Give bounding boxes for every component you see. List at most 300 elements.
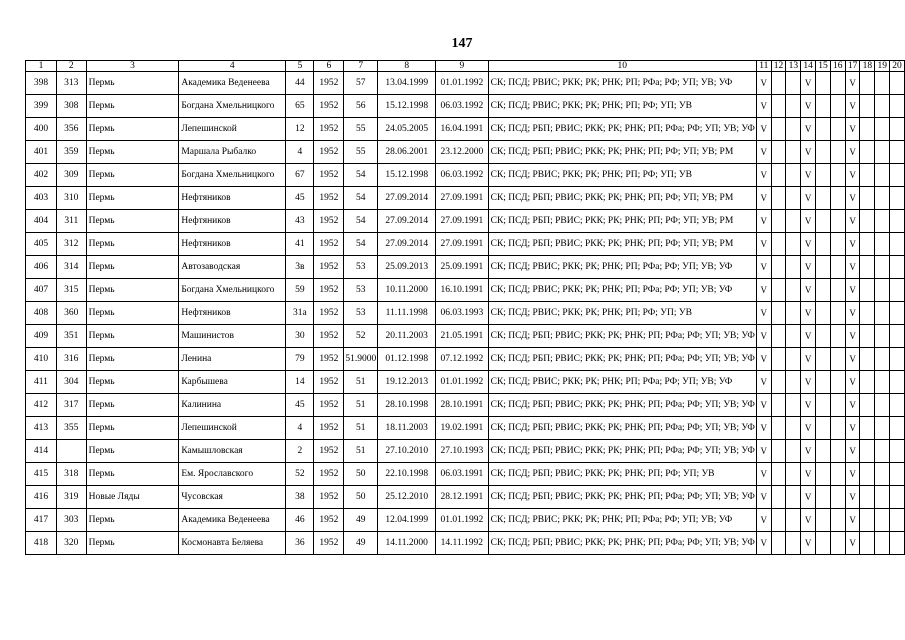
cell-house-number: 67: [286, 164, 314, 187]
cell-col-13: [786, 532, 801, 555]
cell-col-18: [860, 417, 875, 440]
cell-year: 1952: [314, 95, 344, 118]
cell-col-13: [786, 72, 801, 95]
cell-col-12: [771, 72, 786, 95]
cell-col-15: [816, 486, 831, 509]
cell-col-20: [890, 394, 905, 417]
cell-value: 56: [344, 95, 378, 118]
cell-col-12: [771, 532, 786, 555]
cell-house-number: 12: [286, 118, 314, 141]
cell-col-13: [786, 187, 801, 210]
cell-col-20: [890, 187, 905, 210]
cell-col-17: V: [845, 371, 860, 394]
cell-col-18: [860, 532, 875, 555]
cell-col-17: V: [845, 509, 860, 532]
cell-col-16: [830, 141, 845, 164]
cell-col-13: [786, 463, 801, 486]
cell-col-15: [816, 233, 831, 256]
cell-street: Калинина: [179, 394, 286, 417]
column-header-6: 6: [314, 61, 344, 72]
cell-col-12: [771, 348, 786, 371]
table-body: [26, 72, 905, 555]
table-row: [26, 417, 905, 440]
cell-col-19: [875, 417, 890, 440]
cell-col-17: V: [845, 486, 860, 509]
cell-id-number: 313: [56, 72, 86, 95]
cell-year: 1952: [314, 302, 344, 325]
cell-col-14: V: [801, 164, 816, 187]
cell-col-13: [786, 95, 801, 118]
cell-col-16: [830, 325, 845, 348]
cell-col-13: [786, 302, 801, 325]
cell-value: 53: [344, 279, 378, 302]
cell-house-number: 36: [286, 532, 314, 555]
cell-codes: СК; ПСД; РБП; РВИС; РКК; РК; РНК; РП; РФа; РФ; УП; УВ; УФ: [488, 118, 756, 141]
column-header-20: 20: [890, 61, 905, 72]
table-row: [26, 486, 905, 509]
cell-col-19: [875, 440, 890, 463]
cell-row-number: 414: [26, 440, 57, 463]
cell-date-2: 01.01.1992: [436, 72, 489, 95]
cell-codes: СК; ПСД; РБП; РВИС; РКК; РК; РНК; РП; РФа; РФ; УП; УВ; УФ: [488, 417, 756, 440]
cell-col-17: V: [845, 164, 860, 187]
cell-date-1: 28.10.1998: [378, 394, 436, 417]
cell-col-15: [816, 394, 831, 417]
cell-codes: СК; ПСД; РБП; РВИС; РКК; РК; РНК; РП; РФ; УП; УВ: [488, 463, 756, 486]
cell-value: 51: [344, 417, 378, 440]
cell-col-16: [830, 279, 845, 302]
cell-col-13: [786, 210, 801, 233]
cell-col-11: V: [756, 509, 771, 532]
cell-codes: СК; ПСД; РБП; РВИС; РКК; РК; РНК; РП; РФ; УП; УВ; РМ: [488, 233, 756, 256]
cell-col-11: V: [756, 187, 771, 210]
column-header-9: 9: [436, 61, 489, 72]
cell-value: 51: [344, 440, 378, 463]
cell-col-20: [890, 256, 905, 279]
cell-street: Маршала Рыбалко: [179, 141, 286, 164]
cell-col-15: [816, 348, 831, 371]
cell-col-14: V: [801, 440, 816, 463]
cell-col-17: V: [845, 348, 860, 371]
cell-city: Новые Ляды: [86, 486, 179, 509]
cell-col-12: [771, 118, 786, 141]
cell-col-19: [875, 279, 890, 302]
cell-col-15: [816, 141, 831, 164]
cell-col-13: [786, 348, 801, 371]
cell-row-number: 406: [26, 256, 57, 279]
cell-house-number: 4: [286, 417, 314, 440]
cell-year: 1952: [314, 394, 344, 417]
cell-street: Карбышева: [179, 371, 286, 394]
cell-col-13: [786, 233, 801, 256]
cell-id-number: 356: [56, 118, 86, 141]
cell-value: 53: [344, 302, 378, 325]
cell-street: Нефтяников: [179, 233, 286, 256]
cell-col-14: V: [801, 371, 816, 394]
cell-house-number: 45: [286, 187, 314, 210]
cell-col-19: [875, 325, 890, 348]
cell-value: 57: [344, 72, 378, 95]
cell-city: Пермь: [86, 210, 179, 233]
cell-city: Пермь: [86, 371, 179, 394]
cell-date-2: 06.03.1992: [436, 164, 489, 187]
cell-id-number: 355: [56, 417, 86, 440]
cell-col-18: [860, 256, 875, 279]
page-number: 147: [451, 36, 473, 51]
cell-col-18: [860, 302, 875, 325]
table-row: [26, 302, 905, 325]
cell-col-12: [771, 210, 786, 233]
cell-year: 1952: [314, 463, 344, 486]
cell-year: 1952: [314, 118, 344, 141]
cell-col-19: [875, 463, 890, 486]
cell-city: Пермь: [86, 95, 179, 118]
cell-col-12: [771, 95, 786, 118]
cell-date-2: 16.04.1991: [436, 118, 489, 141]
cell-col-19: [875, 164, 890, 187]
cell-col-13: [786, 325, 801, 348]
cell-col-16: [830, 164, 845, 187]
cell-col-12: [771, 417, 786, 440]
cell-city: Пермь: [86, 141, 179, 164]
cell-col-17: V: [845, 279, 860, 302]
cell-year: 1952: [314, 371, 344, 394]
cell-col-14: V: [801, 279, 816, 302]
cell-col-16: [830, 302, 845, 325]
cell-col-18: [860, 141, 875, 164]
cell-col-20: [890, 532, 905, 555]
cell-codes: СК; ПСД; РБП; РВИС; РКК; РК; РНК; РП; РФа; РФ; УП; УВ; УФ: [488, 348, 756, 371]
cell-street: Нефтяников: [179, 302, 286, 325]
cell-value: 50: [344, 486, 378, 509]
cell-value: 49: [344, 509, 378, 532]
cell-date-1: 28.06.2001: [378, 141, 436, 164]
cell-col-11: V: [756, 72, 771, 95]
cell-row-number: 417: [26, 509, 57, 532]
cell-date-1: 18.11.2003: [378, 417, 436, 440]
cell-col-17: V: [845, 233, 860, 256]
column-header-19: 19: [875, 61, 890, 72]
table-row: [26, 325, 905, 348]
cell-col-16: [830, 509, 845, 532]
table-row: [26, 509, 905, 532]
cell-house-number: 46: [286, 509, 314, 532]
column-header-1: 1: [26, 61, 57, 72]
table-row: [26, 72, 905, 95]
cell-col-13: [786, 371, 801, 394]
cell-col-17: V: [845, 118, 860, 141]
cell-date-1: 25.12.2010: [378, 486, 436, 509]
cell-date-1: 24.05.2005: [378, 118, 436, 141]
cell-date-1: 19.12.2013: [378, 371, 436, 394]
cell-id-number: 311: [56, 210, 86, 233]
cell-col-15: [816, 118, 831, 141]
cell-col-13: [786, 486, 801, 509]
cell-codes: СК; ПСД; РБП; РВИС; РКК; РК; РНК; РП; РФа; РФ; УП; УВ; УФ: [488, 325, 756, 348]
cell-col-20: [890, 95, 905, 118]
cell-col-18: [860, 164, 875, 187]
cell-date-1: 15.12.1998: [378, 95, 436, 118]
cell-codes: СК; ПСД; РВИС; РКК; РК; РНК; РП; РФ; УП; УВ: [488, 164, 756, 187]
cell-date-1: 11.11.1998: [378, 302, 436, 325]
cell-col-11: V: [756, 371, 771, 394]
cell-city: Пермь: [86, 348, 179, 371]
cell-row-number: 418: [26, 532, 57, 555]
cell-col-19: [875, 72, 890, 95]
table-row: [26, 463, 905, 486]
cell-id-number: 319: [56, 486, 86, 509]
cell-street: Академика Веденеева: [179, 509, 286, 532]
cell-date-1: 10.11.2000: [378, 279, 436, 302]
cell-col-17: V: [845, 440, 860, 463]
cell-col-11: V: [756, 394, 771, 417]
column-header-17: 17: [845, 61, 860, 72]
cell-col-14: V: [801, 187, 816, 210]
cell-year: 1952: [314, 187, 344, 210]
cell-row-number: 413: [26, 417, 57, 440]
cell-col-14: V: [801, 95, 816, 118]
cell-col-19: [875, 256, 890, 279]
cell-id-number: 351: [56, 325, 86, 348]
cell-house-number: 52: [286, 463, 314, 486]
cell-date-2: 27.09.1991: [436, 187, 489, 210]
cell-col-12: [771, 509, 786, 532]
cell-house-number: 31а: [286, 302, 314, 325]
cell-col-15: [816, 187, 831, 210]
cell-city: Пермь: [86, 417, 179, 440]
table-row: [26, 164, 905, 187]
cell-col-17: V: [845, 256, 860, 279]
column-header-7: 7: [344, 61, 378, 72]
cell-col-18: [860, 463, 875, 486]
cell-date-2: 27.09.1991: [436, 210, 489, 233]
column-header-4: 4: [179, 61, 286, 72]
cell-id-number: [56, 440, 86, 463]
cell-date-1: 01.12.1998: [378, 348, 436, 371]
cell-col-16: [830, 486, 845, 509]
cell-id-number: 308: [56, 95, 86, 118]
cell-col-12: [771, 486, 786, 509]
cell-codes: СК; ПСД; РВИС; РКК; РК; РНК; РП; РФа; РФ; УП; УВ; УФ: [488, 371, 756, 394]
cell-street: Космонавта Беляева: [179, 532, 286, 555]
cell-col-11: V: [756, 463, 771, 486]
cell-col-20: [890, 233, 905, 256]
cell-year: 1952: [314, 486, 344, 509]
cell-row-number: 403: [26, 187, 57, 210]
cell-value: 51: [344, 394, 378, 417]
cell-col-20: [890, 417, 905, 440]
cell-col-20: [890, 302, 905, 325]
cell-col-14: V: [801, 463, 816, 486]
cell-col-16: [830, 394, 845, 417]
cell-row-number: 411: [26, 371, 57, 394]
cell-row-number: 410: [26, 348, 57, 371]
cell-year: 1952: [314, 440, 344, 463]
cell-col-17: V: [845, 72, 860, 95]
cell-col-11: V: [756, 532, 771, 555]
cell-street: Ем. Ярославского: [179, 463, 286, 486]
cell-col-16: [830, 256, 845, 279]
cell-col-11: V: [756, 233, 771, 256]
cell-date-2: 07.12.1992: [436, 348, 489, 371]
cell-year: 1952: [314, 233, 344, 256]
cell-col-18: [860, 95, 875, 118]
cell-row-number: 415: [26, 463, 57, 486]
cell-col-11: V: [756, 210, 771, 233]
cell-col-13: [786, 118, 801, 141]
cell-codes: СК; ПСД; РБП; РВИС; РКК; РК; РНК; РП; РФа; РФ; УП; УВ; УФ: [488, 440, 756, 463]
cell-col-17: V: [845, 141, 860, 164]
cell-codes: СК; ПСД; РВИС; РКК; РК; РНК; РП; РФа; РФ; УП; УВ; УФ: [488, 72, 756, 95]
cell-col-14: V: [801, 394, 816, 417]
cell-col-18: [860, 187, 875, 210]
cell-city: Пермь: [86, 302, 179, 325]
cell-col-16: [830, 95, 845, 118]
cell-col-18: [860, 233, 875, 256]
cell-col-15: [816, 371, 831, 394]
column-header-16: 16: [830, 61, 845, 72]
cell-street: Машинистов: [179, 325, 286, 348]
cell-col-11: V: [756, 256, 771, 279]
cell-date-2: 16.10.1991: [436, 279, 489, 302]
column-header-3: 3: [86, 61, 179, 72]
cell-codes: СК; ПСД; РБП; РВИС; РКК; РК; РНК; РП; РФ; УП; УВ; РМ: [488, 210, 756, 233]
cell-year: 1952: [314, 348, 344, 371]
cell-col-14: V: [801, 302, 816, 325]
cell-col-18: [860, 325, 875, 348]
cell-col-12: [771, 463, 786, 486]
cell-value: 55: [344, 118, 378, 141]
cell-col-12: [771, 440, 786, 463]
cell-col-17: V: [845, 95, 860, 118]
cell-house-number: 45: [286, 394, 314, 417]
cell-city: Пермь: [86, 440, 179, 463]
cell-col-15: [816, 509, 831, 532]
cell-col-17: V: [845, 417, 860, 440]
cell-col-12: [771, 164, 786, 187]
cell-col-13: [786, 440, 801, 463]
cell-date-2: 28.12.1991: [436, 486, 489, 509]
cell-col-13: [786, 417, 801, 440]
cell-col-16: [830, 210, 845, 233]
cell-col-13: [786, 164, 801, 187]
cell-col-20: [890, 463, 905, 486]
cell-col-14: V: [801, 233, 816, 256]
cell-date-2: 23.12.2000: [436, 141, 489, 164]
cell-col-11: V: [756, 325, 771, 348]
cell-house-number: 3в: [286, 256, 314, 279]
cell-codes: СК; ПСД; РВИС; РКК; РК; РНК; РП; РФа; РФ; УП; УВ; УФ: [488, 279, 756, 302]
cell-col-11: V: [756, 302, 771, 325]
cell-col-19: [875, 486, 890, 509]
cell-col-20: [890, 279, 905, 302]
cell-date-1: 27.09.2014: [378, 210, 436, 233]
register-table: [25, 60, 905, 555]
cell-street: Нефтяников: [179, 187, 286, 210]
cell-date-2: 28.10.1991: [436, 394, 489, 417]
cell-city: Пермь: [86, 72, 179, 95]
cell-col-13: [786, 394, 801, 417]
cell-col-14: V: [801, 325, 816, 348]
cell-city: Пермь: [86, 463, 179, 486]
cell-col-16: [830, 348, 845, 371]
cell-col-16: [830, 233, 845, 256]
cell-date-2: 21.05.1991: [436, 325, 489, 348]
cell-date-2: 27.10.1993: [436, 440, 489, 463]
cell-street: Лепешинской: [179, 118, 286, 141]
column-header-15: 15: [816, 61, 831, 72]
cell-col-19: [875, 302, 890, 325]
cell-col-20: [890, 486, 905, 509]
cell-col-16: [830, 440, 845, 463]
cell-col-11: V: [756, 164, 771, 187]
cell-id-number: 304: [56, 371, 86, 394]
cell-id-number: 314: [56, 256, 86, 279]
cell-id-number: 315: [56, 279, 86, 302]
cell-col-14: V: [801, 532, 816, 555]
cell-house-number: 41: [286, 233, 314, 256]
cell-col-18: [860, 279, 875, 302]
cell-year: 1952: [314, 210, 344, 233]
cell-col-11: V: [756, 118, 771, 141]
cell-year: 1952: [314, 256, 344, 279]
cell-col-14: V: [801, 118, 816, 141]
cell-house-number: 79: [286, 348, 314, 371]
cell-col-14: V: [801, 210, 816, 233]
cell-col-17: V: [845, 394, 860, 417]
cell-col-15: [816, 463, 831, 486]
cell-col-19: [875, 532, 890, 555]
cell-col-16: [830, 118, 845, 141]
column-header-13: 13: [786, 61, 801, 72]
column-header-11: 11: [756, 61, 771, 72]
cell-col-20: [890, 141, 905, 164]
cell-date-1: 22.10.1998: [378, 463, 436, 486]
cell-year: 1952: [314, 279, 344, 302]
header-row: [26, 61, 905, 72]
cell-col-16: [830, 187, 845, 210]
cell-year: 1952: [314, 509, 344, 532]
cell-date-1: 27.09.2014: [378, 233, 436, 256]
cell-date-2: 19.02.1991: [436, 417, 489, 440]
table-row: [26, 233, 905, 256]
cell-id-number: 312: [56, 233, 86, 256]
column-header-2: 2: [56, 61, 86, 72]
cell-col-17: V: [845, 325, 860, 348]
table-row: [26, 348, 905, 371]
cell-col-13: [786, 509, 801, 532]
cell-col-20: [890, 118, 905, 141]
cell-value: 53: [344, 256, 378, 279]
cell-date-1: 27.10.2010: [378, 440, 436, 463]
cell-id-number: 359: [56, 141, 86, 164]
cell-value: 49: [344, 532, 378, 555]
cell-date-1: 15.12.1998: [378, 164, 436, 187]
cell-value: 52: [344, 325, 378, 348]
cell-col-19: [875, 233, 890, 256]
cell-col-15: [816, 302, 831, 325]
cell-col-15: [816, 279, 831, 302]
cell-house-number: 65: [286, 95, 314, 118]
cell-date-2: 01.01.1992: [436, 371, 489, 394]
cell-value: 54: [344, 187, 378, 210]
cell-col-12: [771, 325, 786, 348]
cell-city: Пермь: [86, 532, 179, 555]
cell-col-20: [890, 509, 905, 532]
cell-col-19: [875, 509, 890, 532]
cell-date-2: 25.09.1991: [436, 256, 489, 279]
cell-col-15: [816, 95, 831, 118]
